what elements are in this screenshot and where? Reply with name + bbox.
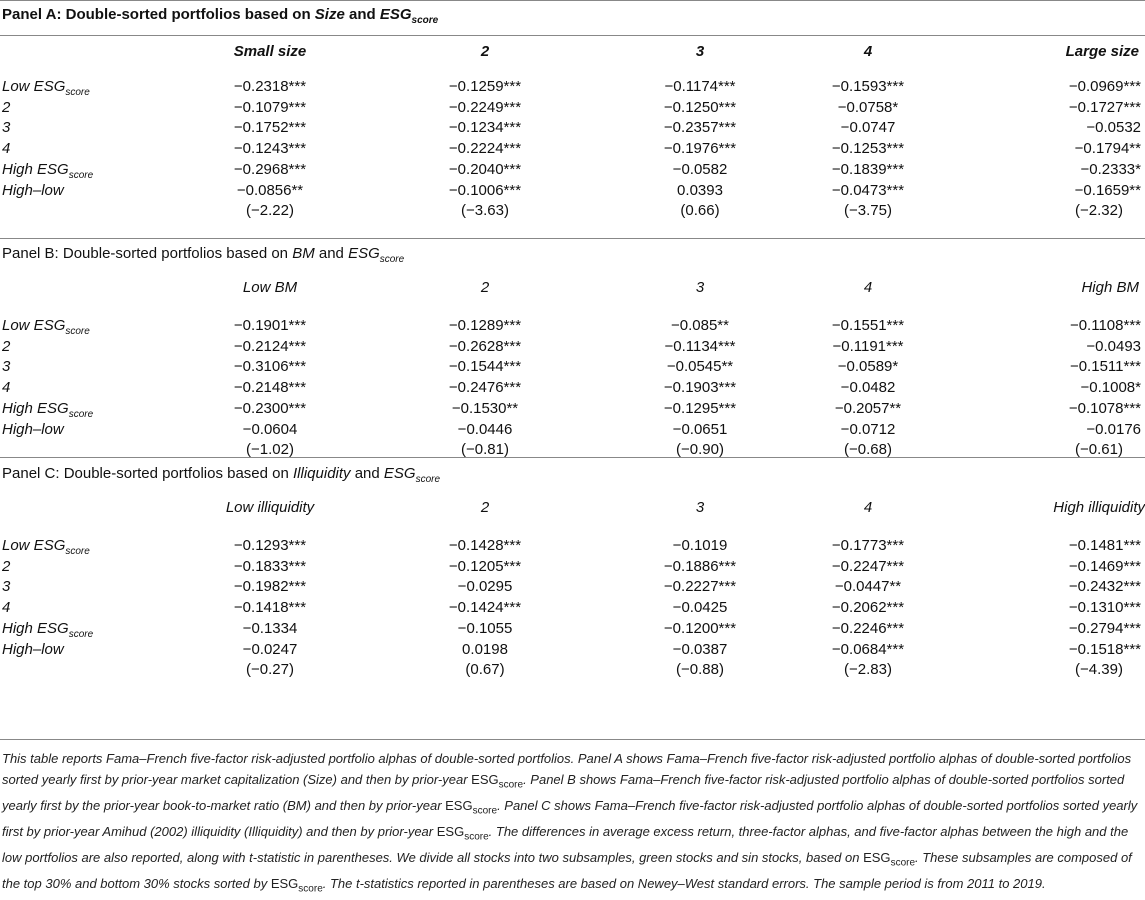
table-cell: −0.1295***: [663, 399, 737, 417]
table-cell: (−4.39): [1075, 661, 1123, 679]
column-header: Small size: [233, 43, 307, 60]
table-cell: −0.1205***: [448, 557, 522, 575]
table-cell: −0.0582: [672, 160, 728, 178]
row-label: Low $ESG_{score}$: [2, 537, 90, 557]
column-header: 4: [863, 499, 873, 516]
table-cell: −0.0758*: [837, 98, 899, 116]
table-cell: −0.0712: [840, 420, 896, 438]
table-cell: −0.2148***: [233, 379, 307, 397]
table-cell: −0.1428***: [448, 537, 522, 554]
table-cell: −0.1008*: [1080, 379, 1141, 397]
column-header: 2: [480, 43, 490, 60]
table-cell: −0.1481***: [1068, 537, 1141, 554]
row-label: 3: [2, 578, 11, 596]
table-cell: −0.1773***: [831, 537, 905, 554]
table-cell: −0.2333*: [1080, 160, 1141, 178]
table-cell: −0.2224***: [448, 140, 522, 158]
table-cell: −0.1334: [242, 619, 298, 637]
note-esg-2: $ESG_{score}$: [445, 797, 498, 817]
table-cell: −0.0651: [672, 420, 728, 438]
table-cell: −0.1424***: [448, 599, 522, 617]
table-cell: −0.1518***: [1068, 640, 1141, 658]
panel-separator-rule: [0, 238, 1145, 239]
table-cell: −0.1544***: [448, 358, 522, 376]
table-cell: −0.0425: [672, 599, 728, 617]
row-label: High $ESG_{score}$: [2, 160, 94, 181]
note-esg-3: $ESG_{score}$: [436, 823, 489, 843]
table-cell: −0.1530**: [451, 399, 519, 417]
table-cell: −0.0482: [840, 379, 896, 397]
row-label: High $ESG_{score}$: [2, 399, 94, 420]
row-label: High–low: [2, 181, 64, 199]
table-cell: −0.2300***: [233, 399, 307, 417]
table-cell: 0.0198: [462, 640, 508, 658]
table-cell: (−2.83): [844, 661, 892, 679]
table-cell: −0.1289***: [448, 317, 522, 334]
table-cell: −0.0969***: [1068, 78, 1141, 95]
column-header: 3: [695, 279, 705, 296]
table-cell: −0.2968***: [233, 160, 307, 178]
table-cell: (0.67): [465, 661, 505, 679]
table-cell: −0.1108***: [1069, 317, 1141, 334]
note-esg-5: $ESG_{score}$: [270, 875, 323, 895]
table-cell: (−0.61): [1075, 441, 1123, 459]
table-cell: −0.1055: [457, 619, 513, 637]
table-cell: −0.1886***: [663, 557, 737, 575]
table-cell: (−0.90): [676, 441, 724, 459]
note-text-3: . Panel C shows Fama–French five-factor risk-adjusted portfolio alphas of double-sorted portfolios sorted yearly first by prior-year Amihud (2002) illiquidity (Illiquidity) and then by prior-year: [2, 797, 1138, 839]
table-cell: −0.2318***: [233, 78, 307, 95]
table-cell: −0.1593***: [831, 78, 905, 95]
bottom-rule: [0, 739, 1145, 740]
note-text-5: . These subsamples are composed of the top 30% and bottom 30% stocks sorted by: [2, 849, 1132, 891]
note-text-2: . Panel B shows Fama–French five-factor risk-adjusted portfolio alphas of double-sorted portfolios sorted yearly first by the prior-year book-to-market ratio (BM) and then by prior-year: [2, 771, 1125, 813]
table-cell: −0.2249***: [448, 98, 522, 116]
table-cell: −0.2062***: [831, 599, 905, 617]
table-cell: −0.0493: [1086, 337, 1141, 355]
panel-title-1: Panel B: Double-sorted portfolios based on BM and $ESG_{score}$: [2, 245, 405, 265]
table-cell: −0.2794***: [1068, 619, 1141, 637]
row-label: 4: [2, 140, 11, 158]
row-label: 2: [2, 98, 11, 116]
table-cell: −0.2227***: [663, 578, 737, 596]
column-header: High BM: [1081, 279, 1139, 296]
table-cell: (−0.88): [676, 661, 724, 679]
note-text-4: . The differences in average excess return, three-factor alphas, and five-factor alphas between the high and the low portfolios are also reported, along with t-statistic in parentheses. We divide all stocks into two subsamples, green stocks and sin stocks, based on: [2, 823, 1129, 865]
table-cell: −0.1019: [672, 537, 728, 554]
table-cell: −0.1839***: [831, 160, 905, 178]
table-cell: 0.0393: [677, 181, 723, 199]
table-cell: −0.1659**: [1074, 181, 1141, 199]
column-header: 2: [480, 279, 490, 296]
table-cell: −0.1200***: [663, 619, 737, 637]
row-label: High–low: [2, 420, 64, 438]
table-cell: −0.1982***: [233, 578, 307, 596]
table-cell: −0.1006***: [448, 181, 522, 199]
table-cell: −0.1418***: [233, 599, 307, 617]
table-cell: −0.0684***: [831, 640, 905, 658]
table-cell: −0.1469***: [1068, 557, 1141, 575]
table-cell: (−2.22): [246, 202, 294, 220]
column-header: Low BM: [242, 279, 298, 296]
table-cell: −0.2040***: [448, 160, 522, 178]
column-header: High illiquidity: [1053, 499, 1145, 516]
table-cell: (−0.27): [246, 661, 294, 679]
table-cell: −0.2124***: [233, 337, 307, 355]
table-cell: −0.3106***: [233, 358, 307, 376]
column-header: 3: [695, 43, 705, 60]
note-text-1: This table reports Fama–French five-factor risk-adjusted portfolio alphas of double-sorted portfolios. Panel A shows Fama–French five-factor risk-adjusted portfolio alphas of double-sorted portfolios sorted yearly first by prior-year market capitalization (Size) and then by prior-year: [2, 751, 1132, 787]
table-cell: −0.1243***: [233, 140, 307, 158]
table-cell: (−3.75): [844, 202, 892, 220]
row-label: 3: [2, 358, 11, 376]
table-cell: −0.0856**: [236, 181, 304, 199]
table-cell: −0.1833***: [233, 557, 307, 575]
table-cell: −0.1293***: [233, 537, 307, 554]
row-label: 2: [2, 557, 11, 575]
table-cell: −0.0589*: [837, 358, 899, 376]
table-cell: −0.0473***: [831, 181, 905, 199]
table-cell: −0.0176: [1086, 420, 1141, 438]
row-label: High–low: [2, 640, 64, 658]
column-header: 2: [480, 499, 490, 516]
column-header: 4: [863, 43, 873, 60]
panel-title-2: Panel C: Double-sorted portfolios based on Illiquidity and $ESG_{score}$: [2, 465, 441, 485]
table-cell: −0.0545**: [666, 358, 734, 376]
column-header: Large size: [1065, 43, 1139, 60]
table-cell: (−0.81): [461, 441, 509, 459]
table-note: [2, 749, 1142, 900]
note-text-6: . The t-statistics reported in parentheses are based on Newey–West standard errors. The sample period is from 2011 to 2019.: [322, 875, 1046, 891]
table-cell: −0.2246***: [831, 619, 905, 637]
table-cell: −0.2476***: [448, 379, 522, 397]
row-label: 2: [2, 337, 11, 355]
column-header: 3: [695, 499, 705, 516]
table-cell: −0.1250***: [663, 98, 737, 116]
table-cell: −0.1727***: [1068, 98, 1141, 116]
note-esg-4: $ESG_{score}$: [863, 849, 916, 869]
top-rule: [0, 0, 1145, 1]
table-cell: −0.2357***: [663, 119, 737, 137]
table-cell: −0.1234***: [448, 119, 522, 137]
table-cell: −0.1310***: [1068, 599, 1141, 617]
table-cell: −0.0295: [457, 578, 513, 596]
table-cell: −0.1752***: [233, 119, 307, 137]
table-cell: −0.1903***: [663, 379, 737, 397]
table-cell: −0.1253***: [831, 140, 905, 158]
row-label: High $ESG_{score}$: [2, 619, 94, 640]
table-cell: −0.0446: [457, 420, 513, 438]
table-cell: −0.0247: [242, 640, 298, 658]
table-cell: −0.1551***: [831, 317, 905, 334]
table-cell: −0.1794**: [1074, 140, 1141, 158]
table-cell: −0.2432***: [1068, 578, 1141, 596]
row-label: Low $ESG_{score}$: [2, 317, 90, 337]
table-cell: −0.1259***: [448, 78, 522, 95]
panel-a-title-rule: [0, 35, 1145, 36]
table-cell: −0.0447**: [834, 578, 902, 596]
table-cell: −0.1511***: [1069, 358, 1141, 376]
table-cell: −0.2057**: [834, 399, 902, 417]
table-cell: (−0.68): [844, 441, 892, 459]
note-esg-1: $ESG_{score}$: [471, 771, 524, 791]
row-label: 4: [2, 599, 11, 617]
table-cell: −0.1174***: [664, 78, 736, 95]
row-label: Low $ESG_{score}$: [2, 78, 90, 98]
table-cell: −0.1191***: [832, 337, 904, 355]
table-cell: (0.66): [680, 202, 720, 220]
table-cell: (−1.02): [246, 441, 294, 459]
panel-title-0: Panel A: Double-sorted portfolios based on Size and $ESG_{score}$: [2, 6, 439, 26]
table-cell: −0.085**: [671, 317, 729, 334]
table-cell: (−2.32): [1075, 202, 1123, 220]
row-label: 3: [2, 119, 11, 137]
table-cell: −0.1078***: [1068, 399, 1141, 417]
panel-separator-rule: [0, 457, 1145, 458]
table-cell: −0.1976***: [663, 140, 737, 158]
table-cell: −0.2628***: [448, 337, 522, 355]
table-cell: −0.1134***: [664, 337, 736, 355]
table-cell: −0.0604: [242, 420, 298, 438]
table-cell: −0.0532: [1086, 119, 1141, 137]
table-cell: −0.1901***: [233, 317, 307, 334]
table-cell: (−3.63): [461, 202, 509, 220]
table-cell: −0.2247***: [831, 557, 905, 575]
table-cell: −0.0387: [672, 640, 728, 658]
table-cell: −0.0747: [840, 119, 896, 137]
column-header: 4: [863, 279, 873, 296]
row-label: 4: [2, 379, 11, 397]
column-header: Low illiquidity: [225, 499, 315, 516]
table-cell: −0.1079***: [233, 98, 307, 116]
